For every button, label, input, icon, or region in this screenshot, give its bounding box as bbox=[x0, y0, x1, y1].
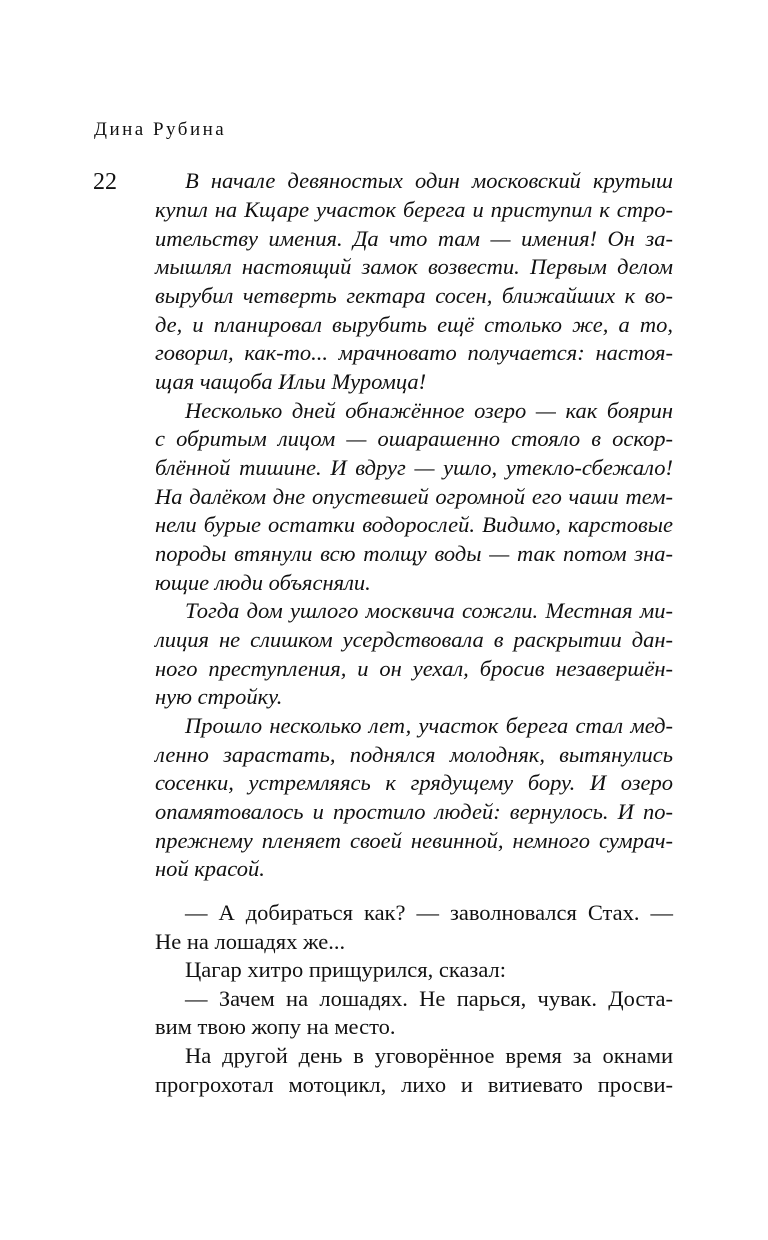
italic-line: с обритым лицом — ошарашенно стояло в оскор- bbox=[155, 426, 673, 451]
italic-line: нели бурые остатки водорослей. Видимо, карстовые bbox=[155, 512, 673, 537]
italic-line: лиция не слишком усердствовала в раскрытии дан- bbox=[155, 627, 673, 652]
italic-line: Несколько дней обнажённое озеро — как боярин bbox=[185, 398, 673, 423]
italic-line: сосенки, устремляясь к грядущему бору. И озеро bbox=[155, 770, 673, 795]
italic-line: ленно зарастать, поднялся молодняк, вытянулись bbox=[155, 742, 673, 767]
text-line: — А добираться как? — заволновался Стах. — bbox=[185, 900, 673, 925]
italic-line: ную стройку. bbox=[155, 684, 283, 709]
italic-line: Тогда дом ушлого москвича сожгли. Местная ми- bbox=[185, 598, 673, 623]
text-line: — Зачем на лошадях. Не парься, чувак. Доста- bbox=[185, 986, 673, 1011]
italic-line: мышлял настоящий замок возвести. Первым делом bbox=[155, 254, 673, 279]
italic-line: блённой тишине. И вдруг — ушло, утекло-сбежало! bbox=[155, 455, 673, 480]
italic-line: В начале девяностых один московский крутыш bbox=[185, 168, 673, 193]
text-line: вим твою жопу на место. bbox=[155, 1014, 396, 1039]
text-line: Цагар хитро прищурился, сказал: bbox=[185, 957, 506, 982]
italic-line: На далёком дне опустевшей огромной его чаши тем- bbox=[155, 484, 673, 509]
text-line: Не на лошадях же... bbox=[155, 929, 346, 954]
italic-line: говорил, как-то... мрачновато получается: настоя- bbox=[155, 340, 673, 365]
italic-line: ительству имения. Да что там — имения! Он за- bbox=[155, 226, 673, 251]
text-line: На другой день в уговорённое время за окнами bbox=[185, 1043, 673, 1068]
italic-line: ного преступления, и он уехал, бросив незавершён- bbox=[155, 656, 673, 681]
italic-line: щая чащоба Ильи Муромца! bbox=[155, 369, 427, 394]
italic-line: ющие люди объясняли. bbox=[155, 570, 371, 595]
page-number: 22 bbox=[93, 169, 117, 195]
italic-line: купил на Кщаре участок берега и приступил к стро- bbox=[155, 197, 673, 222]
running-header: Дина Рубина bbox=[94, 119, 227, 140]
italic-line: породы втянули всю толщу воды — так потом зна- bbox=[155, 541, 673, 566]
italic-line: вырубил четверть гектара сосен, ближайших к во- bbox=[155, 283, 673, 308]
italic-line: де, и планировал вырубить ещё столько же, а то, bbox=[155, 312, 673, 337]
italic-line: опамятовалось и простило людей: вернулось. И по- bbox=[155, 799, 673, 824]
italic-line: прежнему пленяет своей невинной, немного сумрач- bbox=[155, 828, 673, 853]
italic-line: Прошло несколько лет, участок берега стал мед- bbox=[185, 713, 673, 738]
italic-line: ной красой. bbox=[155, 856, 265, 881]
text-line: прогрохотал мотоцикл, лихо и витиевато просви- bbox=[155, 1072, 673, 1097]
